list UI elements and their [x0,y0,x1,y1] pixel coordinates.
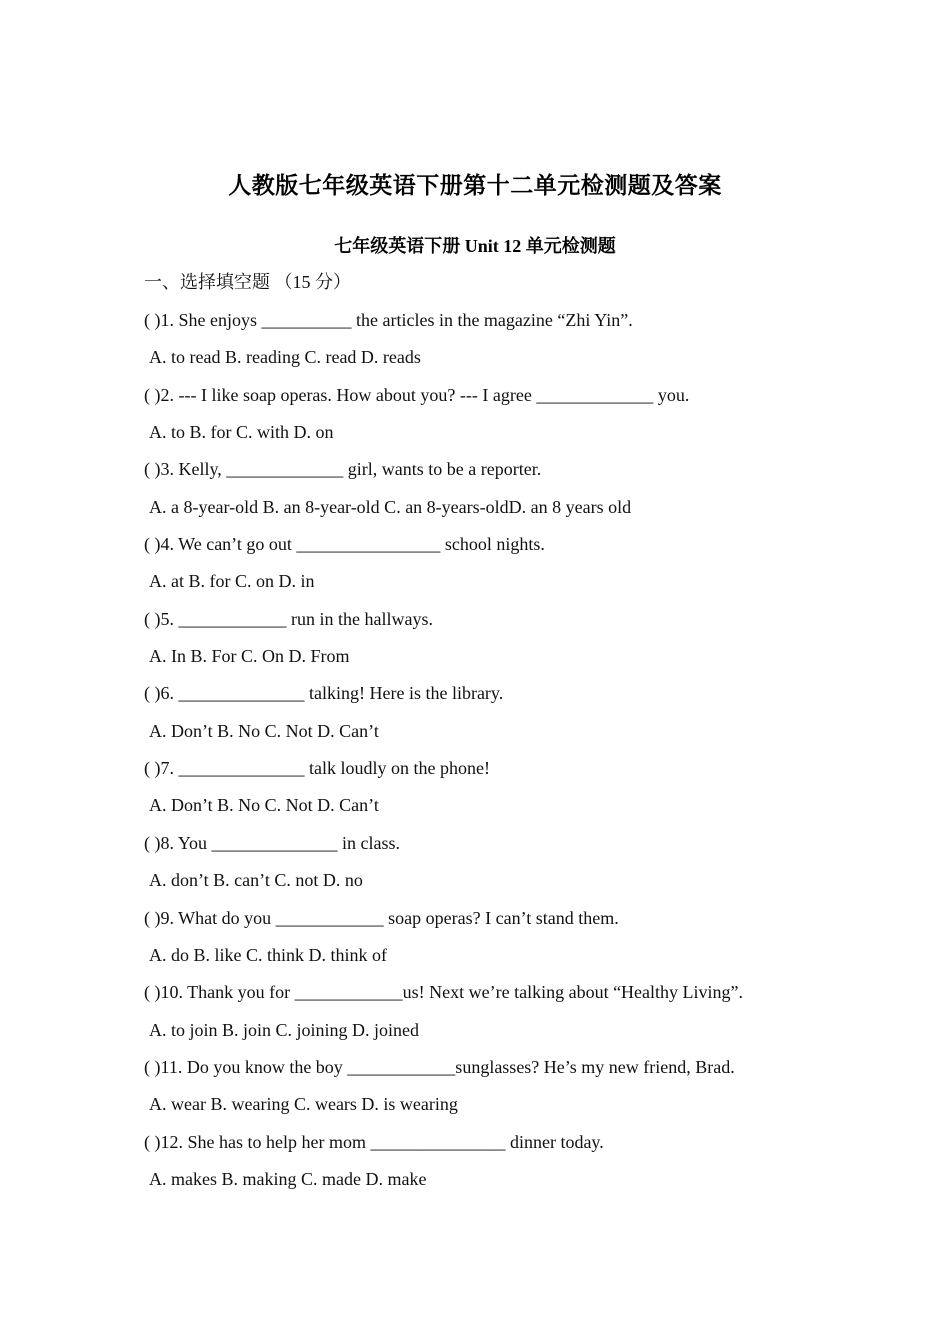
question-item [144,979,824,1054]
question-text: ( )8. You ______________ in class. [144,832,401,853]
question-item [144,1054,824,1129]
question-options: A. a 8-year-old B. an 8-year-old C. an 8-years-oldD. an 8 years old [149,496,632,517]
question-item [144,755,824,830]
question-text: ( )12. She has to help her mom _______________ dinner today. [144,1131,604,1152]
question-text: ( )1. She enjoys __________ the articles in the magazine “Zhi Yin”. [144,310,633,330]
question-options: A. In B. For C. On D. From [149,646,350,667]
question-options: A. wear B. wearing C. wears D. is wearing [149,1094,458,1115]
question-text: ( )2. --- I like soap operas. How about you? --- I agree _____________ you. [144,384,690,405]
document-title: 人教版七年级英语下册第十二单元检测题及答案 [228,173,722,199]
question-item [144,382,824,457]
question-item [144,1129,824,1204]
question-options: A. to join B. join C. joining D. joined [149,1019,420,1040]
question-text: ( )9. What do you ____________ soap operas? I can’t stand them. [144,907,619,928]
question-options: A. makes B. making C. made D. make [149,1168,427,1189]
question-text: ( )6. ______________ talking! Here is the library. [144,683,504,704]
question-text: ( )4. We can’t go out ________________ school nights. [144,534,545,555]
question-item [144,680,824,755]
question-options: A. at B. for C. on D. in [149,571,315,592]
section-heading: 一、选择填空题 （15 分） [144,272,351,292]
question-text: ( )7. ______________ talk loudly on the phone! [144,758,490,779]
question-item [144,830,824,905]
question-options: A. do B. like C. think D. think of [149,944,387,965]
question-text: ( )10. Thank you for ____________us! Next we’re talking about “Healthy Living”. [144,982,744,1003]
question-text: ( )11. Do you know the boy ____________sunglasses? He’s my new friend, Brad. [144,1056,735,1077]
question-item [144,307,824,382]
question-options: A. Don’t B. No C. Not D. Can’t [149,720,379,741]
question-text: ( )3. Kelly, _____________ girl, wants to be a reporter. [144,459,542,480]
question-text: ( )5. ____________ run in the hallways. [144,608,433,629]
question-options: A. to B. for C. with D. on [149,422,334,443]
question-list [144,307,824,1203]
document-subtitle: 七年级英语下册 Unit 12 单元检测题 [334,236,616,256]
question-options: A. Don’t B. No C. Not D. Can’t [149,795,379,816]
question-item [144,456,824,531]
question-options: A. to read B. reading C. read D. reads [149,347,421,368]
question-item [144,606,824,681]
question-options: A. don’t B. can’t C. not D. no [149,870,363,891]
question-item [144,531,824,606]
question-item [144,905,824,980]
